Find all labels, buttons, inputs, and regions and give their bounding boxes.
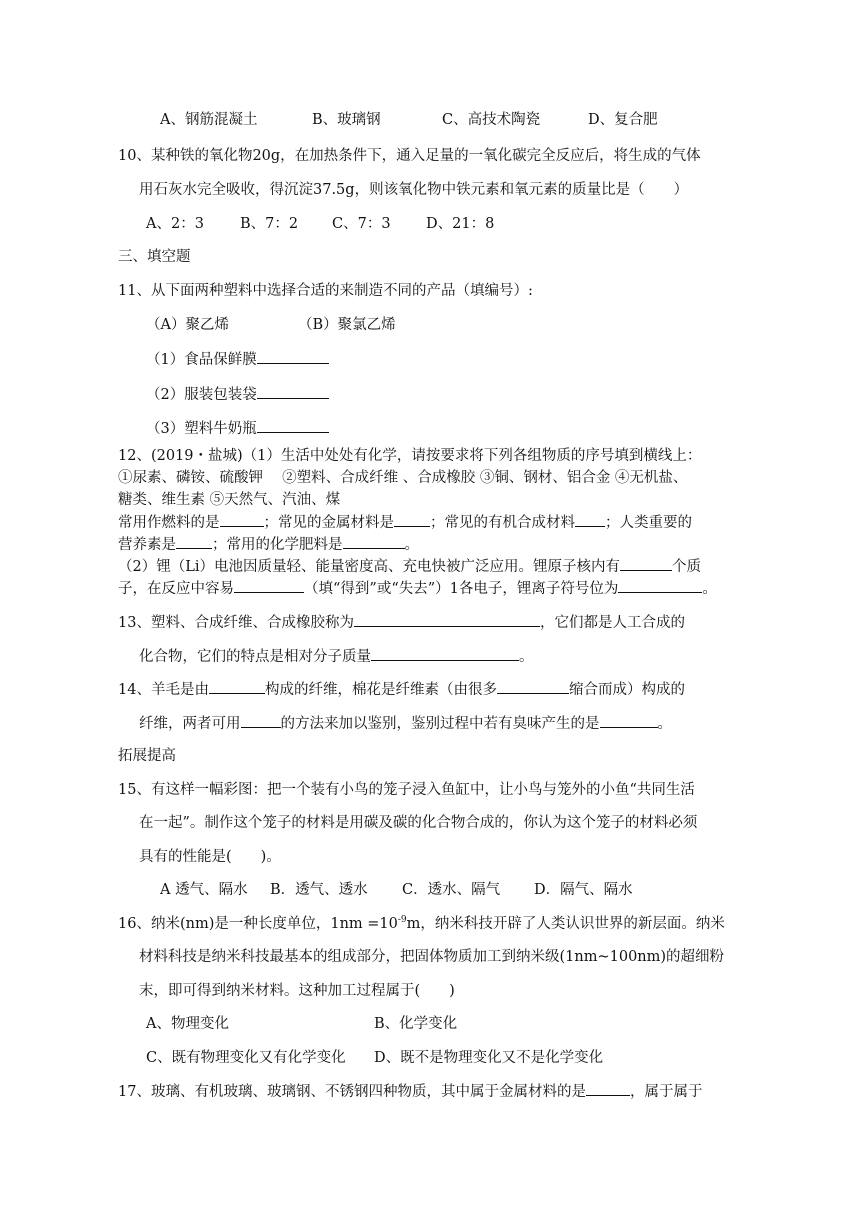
- q11-sub1: [146, 349, 329, 370]
- q10-option-a: A、2：3: [146, 216, 204, 232]
- q14-line2: [139, 713, 672, 734]
- q16-exponent: -9: [397, 915, 407, 926]
- q9-option-a: A、钢筋混凝土: [160, 112, 258, 128]
- q16-option-b: B、化学变化: [374, 1016, 458, 1032]
- answer-blank[interactable]: [257, 349, 329, 364]
- q14-text: 缩合而成）构成的: [568, 682, 685, 698]
- q14-text: 。: [657, 716, 672, 732]
- q16-line2: 材料科技是纳米科技最基本的组成部分，把固体物质加工到纳米级(1nm~100nm)的超细粉: [139, 949, 725, 965]
- q12-line6: [118, 556, 701, 577]
- q15-line3: 具有的性能是( )。: [139, 849, 281, 865]
- q11-sub3-label: （3）塑料牛奶瓶: [146, 421, 257, 437]
- answer-blank[interactable]: [220, 512, 264, 527]
- q10-option-b: B、7：2: [240, 216, 299, 232]
- q12-text: ；人类重要的: [605, 515, 692, 531]
- q12-line2: ①尿素、磷铵、硫酸钾 ②塑料、合成纤维 、合成橡胶 ③铜、钢材、铝合金 ④无机盐、: [118, 470, 688, 486]
- q12-line1: 12、(2019・盐城)（1）生活中处处有化学，请按要求将下列各组物质的序号填到横线上：: [118, 448, 702, 464]
- answer-blank[interactable]: [241, 713, 281, 728]
- q12-text: 子，在反应中容易: [118, 581, 234, 597]
- q14-text: 的方法来加以鉴别，鉴别过程中若有臭味产生的是: [280, 716, 600, 732]
- answer-blank[interactable]: [575, 512, 605, 527]
- q16-text: 16、纳米(nm)是一种长度单位，1nm =10: [118, 916, 398, 932]
- q16-options-row2: [146, 1048, 603, 1068]
- q12-text: ；常见的有机合成材料: [430, 515, 575, 531]
- q16-line3: 末，即可得到纳米材料。这种加工过程属于( ): [139, 983, 455, 999]
- q15-option-a: A 透气、隔水: [160, 882, 248, 898]
- q15-option-b: B．透气、透水: [270, 882, 368, 898]
- q10-line2: 用石灰水完全吸收，得沉淀37.5g，则该氧化物中铁元素和氧元素的质量比是（ ）: [139, 182, 689, 198]
- q16-line1: [118, 914, 725, 934]
- q15-line2: 在一起”。制作这个笼子的材料是用碳及碳的化合物合成的，你认为这个笼子的材料必须: [139, 815, 698, 831]
- q9-options: [160, 110, 658, 130]
- q13-text: 化合物，它们的特点是相对分子质量: [139, 649, 371, 665]
- q12-line3: 糖类、维生素 ⑤天然气、汽油、煤: [118, 492, 341, 508]
- q12-text: ；常用的化学肥料是: [212, 537, 343, 553]
- answer-blank[interactable]: [354, 612, 540, 627]
- q11-choice-b: （B）聚氯乙烯: [298, 317, 396, 333]
- q14-text: 14、羊毛是由: [118, 682, 209, 698]
- q12-text: （填“得到”或“失去”）1各电子，锂离子符号位为: [304, 581, 619, 597]
- answer-blank[interactable]: [209, 679, 265, 694]
- q12-text: ；常见的金属材料是: [263, 515, 394, 531]
- answer-blank[interactable]: [176, 534, 212, 549]
- q13-text: 。: [519, 649, 534, 665]
- q12-line7: [118, 578, 717, 599]
- section-fill-in-title: 三、填空题: [118, 249, 191, 265]
- q13-line1: [118, 612, 685, 633]
- q16-option-d: D、既不是物理变化又不是化学变化: [374, 1050, 604, 1066]
- q11-sub2-label: （2）服装包装袋: [146, 387, 257, 403]
- q13-line2: [139, 646, 534, 667]
- q17-line1: [118, 1081, 702, 1102]
- q15-option-d: D．隔气、隔水: [534, 882, 633, 898]
- q11-choice-a: （A）聚乙烯: [146, 317, 229, 333]
- q15-option-c: C．透水、隔气: [402, 882, 501, 898]
- q14-text: 构成的纤维，棉花是纤维素（由很多: [264, 682, 497, 698]
- q10-options: [146, 214, 494, 234]
- q10-line1: 10、某种铁的氧化物20g，在加热条件下，通入足量的一氧化碳完全反应后，将生成的气体: [118, 148, 701, 164]
- q9-option-c: C、高技术陶瓷: [442, 112, 541, 128]
- q17-text: ，属于属于: [629, 1084, 703, 1100]
- q11-sub3: [146, 418, 329, 439]
- q16-options-row1: [146, 1014, 457, 1034]
- answer-blank[interactable]: [394, 512, 430, 527]
- q11-stem: 11、从下面两种塑料中选择合适的来制造不同的产品（填编号）:: [118, 283, 533, 299]
- q9-option-b: B、玻璃钢: [312, 112, 381, 128]
- q10-option-c: C、7：3: [332, 216, 391, 232]
- q14-line1: [118, 679, 685, 700]
- q16-text: m，纳米科技开辟了人类认识世界的新层面。纳米: [406, 916, 725, 932]
- answer-blank[interactable]: [371, 646, 519, 661]
- q11-sub1-label: （1）食品保鲜膜: [146, 352, 257, 368]
- answer-blank[interactable]: [234, 578, 304, 593]
- q14-text: 纤维，两者可用: [139, 716, 241, 732]
- q11-choices: [146, 315, 396, 335]
- q12-line5: [118, 534, 419, 555]
- q10-option-d: D、21：8: [426, 216, 495, 232]
- answer-blank[interactable]: [586, 1081, 630, 1096]
- q12-text: 常用作燃料的是: [118, 515, 220, 531]
- answer-blank[interactable]: [257, 384, 329, 399]
- q12-text: 。: [404, 537, 419, 553]
- answer-blank[interactable]: [343, 534, 405, 549]
- answer-blank[interactable]: [257, 418, 329, 433]
- section-extension-title: 拓展提高: [118, 748, 176, 764]
- q15-options: [160, 880, 633, 900]
- answer-blank[interactable]: [620, 556, 672, 571]
- q13-text: ，它们都是人工合成的: [539, 615, 685, 631]
- answer-blank[interactable]: [600, 713, 658, 728]
- answer-blank[interactable]: [497, 679, 569, 694]
- q12-text: 个质: [672, 559, 701, 575]
- q13-text: 13、塑料、合成纤维、合成橡胶称为: [118, 615, 354, 631]
- q12-text: （2）锂（Li）电池因质量轻、能量密度高、充电快被广泛应用。锂原子核内有: [118, 559, 620, 575]
- answer-blank[interactable]: [618, 578, 702, 593]
- q11-sub2: [146, 384, 329, 405]
- q12-text: 营养素是: [118, 537, 176, 553]
- q12-text: 。: [702, 581, 717, 597]
- q9-option-d: D、复合肥: [588, 112, 658, 128]
- q16-option-a: A、物理变化: [146, 1016, 229, 1032]
- q12-line4: [118, 512, 692, 533]
- q16-option-c: C、既有物理变化又有化学变化: [146, 1050, 346, 1066]
- q17-text: 17、玻璃、有机玻璃、玻璃钢、不锈钢四种物质，其中属于金属材料的是: [118, 1084, 586, 1100]
- q15-line1: 15、有这样一幅彩图：把一个装有小鸟的笼子浸入鱼缸中，让小鸟与笼外的小鱼“共同生活: [118, 782, 695, 798]
